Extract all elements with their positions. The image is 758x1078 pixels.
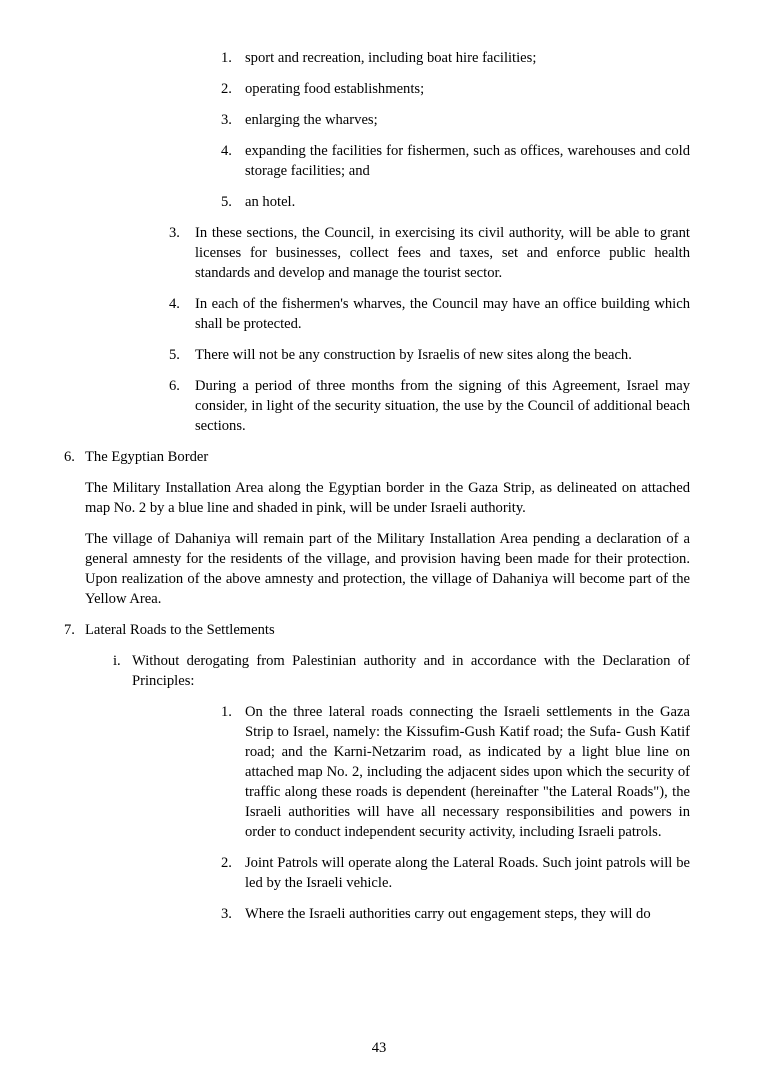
list-item-text: operating food establishments; [245,81,425,97]
ordered-list-item [0,79,758,99]
ordered-list-item [0,141,758,181]
ordered-list-item [0,110,758,130]
list-marker: 3. [169,225,180,241]
list-marker: 4. [221,143,232,159]
list-item-text: Where the Israeli authorities carry out engagement steps, they will do [245,906,651,922]
ordered-list-item [0,48,758,68]
section-heading-text: The Egyptian Border [85,449,209,465]
ordered-list-item [0,651,758,691]
list-marker: 2. [221,855,232,871]
list-marker: i. [113,653,121,669]
ordered-list-item [0,376,758,436]
list-item-text: expanding the facilities for fishermen, such as offices, warehouses and cold storage facilities; and [245,143,690,179]
list-item-text: During a period of three months from the signing of this Agreement, Israel may consider, in light of the security situation, the use by the Council of additional beach sections. [195,378,690,434]
section-heading [0,620,758,640]
paragraph: The village of Dahaniya will remain part of the Military Installation Area pending a declaration of a general amnesty for the residents of the village, and provision having been made for their protection. Upon realization of the above amnesty and protection, the village of Dahaniya will become part of the Yellow Area. [85,531,690,607]
ordered-list-item [0,853,758,893]
list-marker: 2. [221,81,232,97]
ordered-list-item [0,223,758,283]
list-item-text: In each of the fishermen's wharves, the Council may have an office building which shall be protected. [195,296,690,332]
list-item-text: On the three lateral roads connecting the Israeli settlements in the Gaza Strip to Israel, namely: the Kissufim-Gush Katif road; the Sufa- Gush Katif road; and the Karni-Netzarim road, as indicated by a light blue line on attached map No. 2, including the adjacent sides upon which the security of traffic along these roads is dependent (hereinafter "the Lateral Roads"), the Israeli authorities will have all necessary responsibilities and powers in order to conduct independent security activity, including Israeli patrols. [245,704,690,840]
list-item-text: In these sections, the Council, in exercising its civil authority, will be able to grant licenses for businesses, collect fees and taxes, set and enforce public health standards and develop and manage the tourist sector. [195,225,690,281]
ordered-list-item [0,294,758,334]
paragraph: The Military Installation Area along the Egyptian border in the Gaza Strip, as delineated on attached map No. 2 by a blue line and shaded in pink, will be under Israeli authority. [85,480,690,516]
section-number: 7. [64,622,75,638]
list-marker: 6. [169,378,180,394]
list-item-text: enlarging the wharves; [245,112,378,128]
section-number: 6. [64,449,75,465]
ordered-list-item [0,702,758,842]
ordered-list-item [0,904,758,924]
list-marker: 3. [221,906,232,922]
list-item-text: There will not be any construction by Israelis of new sites along the beach. [195,347,632,363]
list-marker: 1. [221,704,232,720]
list-item-text: an hotel. [245,194,296,210]
list-marker: 5. [221,194,232,210]
ordered-list-item [0,345,758,365]
ordered-list-item [0,192,758,212]
list-item-text: sport and recreation, including boat hire facilities; [245,50,537,66]
list-item-text: Without derogating from Palestinian authority and in accordance with the Declaration of Principles: [132,653,690,689]
list-marker: 1. [221,50,232,66]
section-heading-text: Lateral Roads to the Settlements [85,622,275,638]
list-marker: 4. [169,296,180,312]
list-marker: 3. [221,112,232,128]
list-item-text: Joint Patrols will operate along the Lateral Roads. Such joint patrols will be led by the Israeli vehicle. [245,855,690,891]
list-marker: 5. [169,347,180,363]
page-number: 43 [371,1040,387,1056]
section-heading [0,447,758,467]
